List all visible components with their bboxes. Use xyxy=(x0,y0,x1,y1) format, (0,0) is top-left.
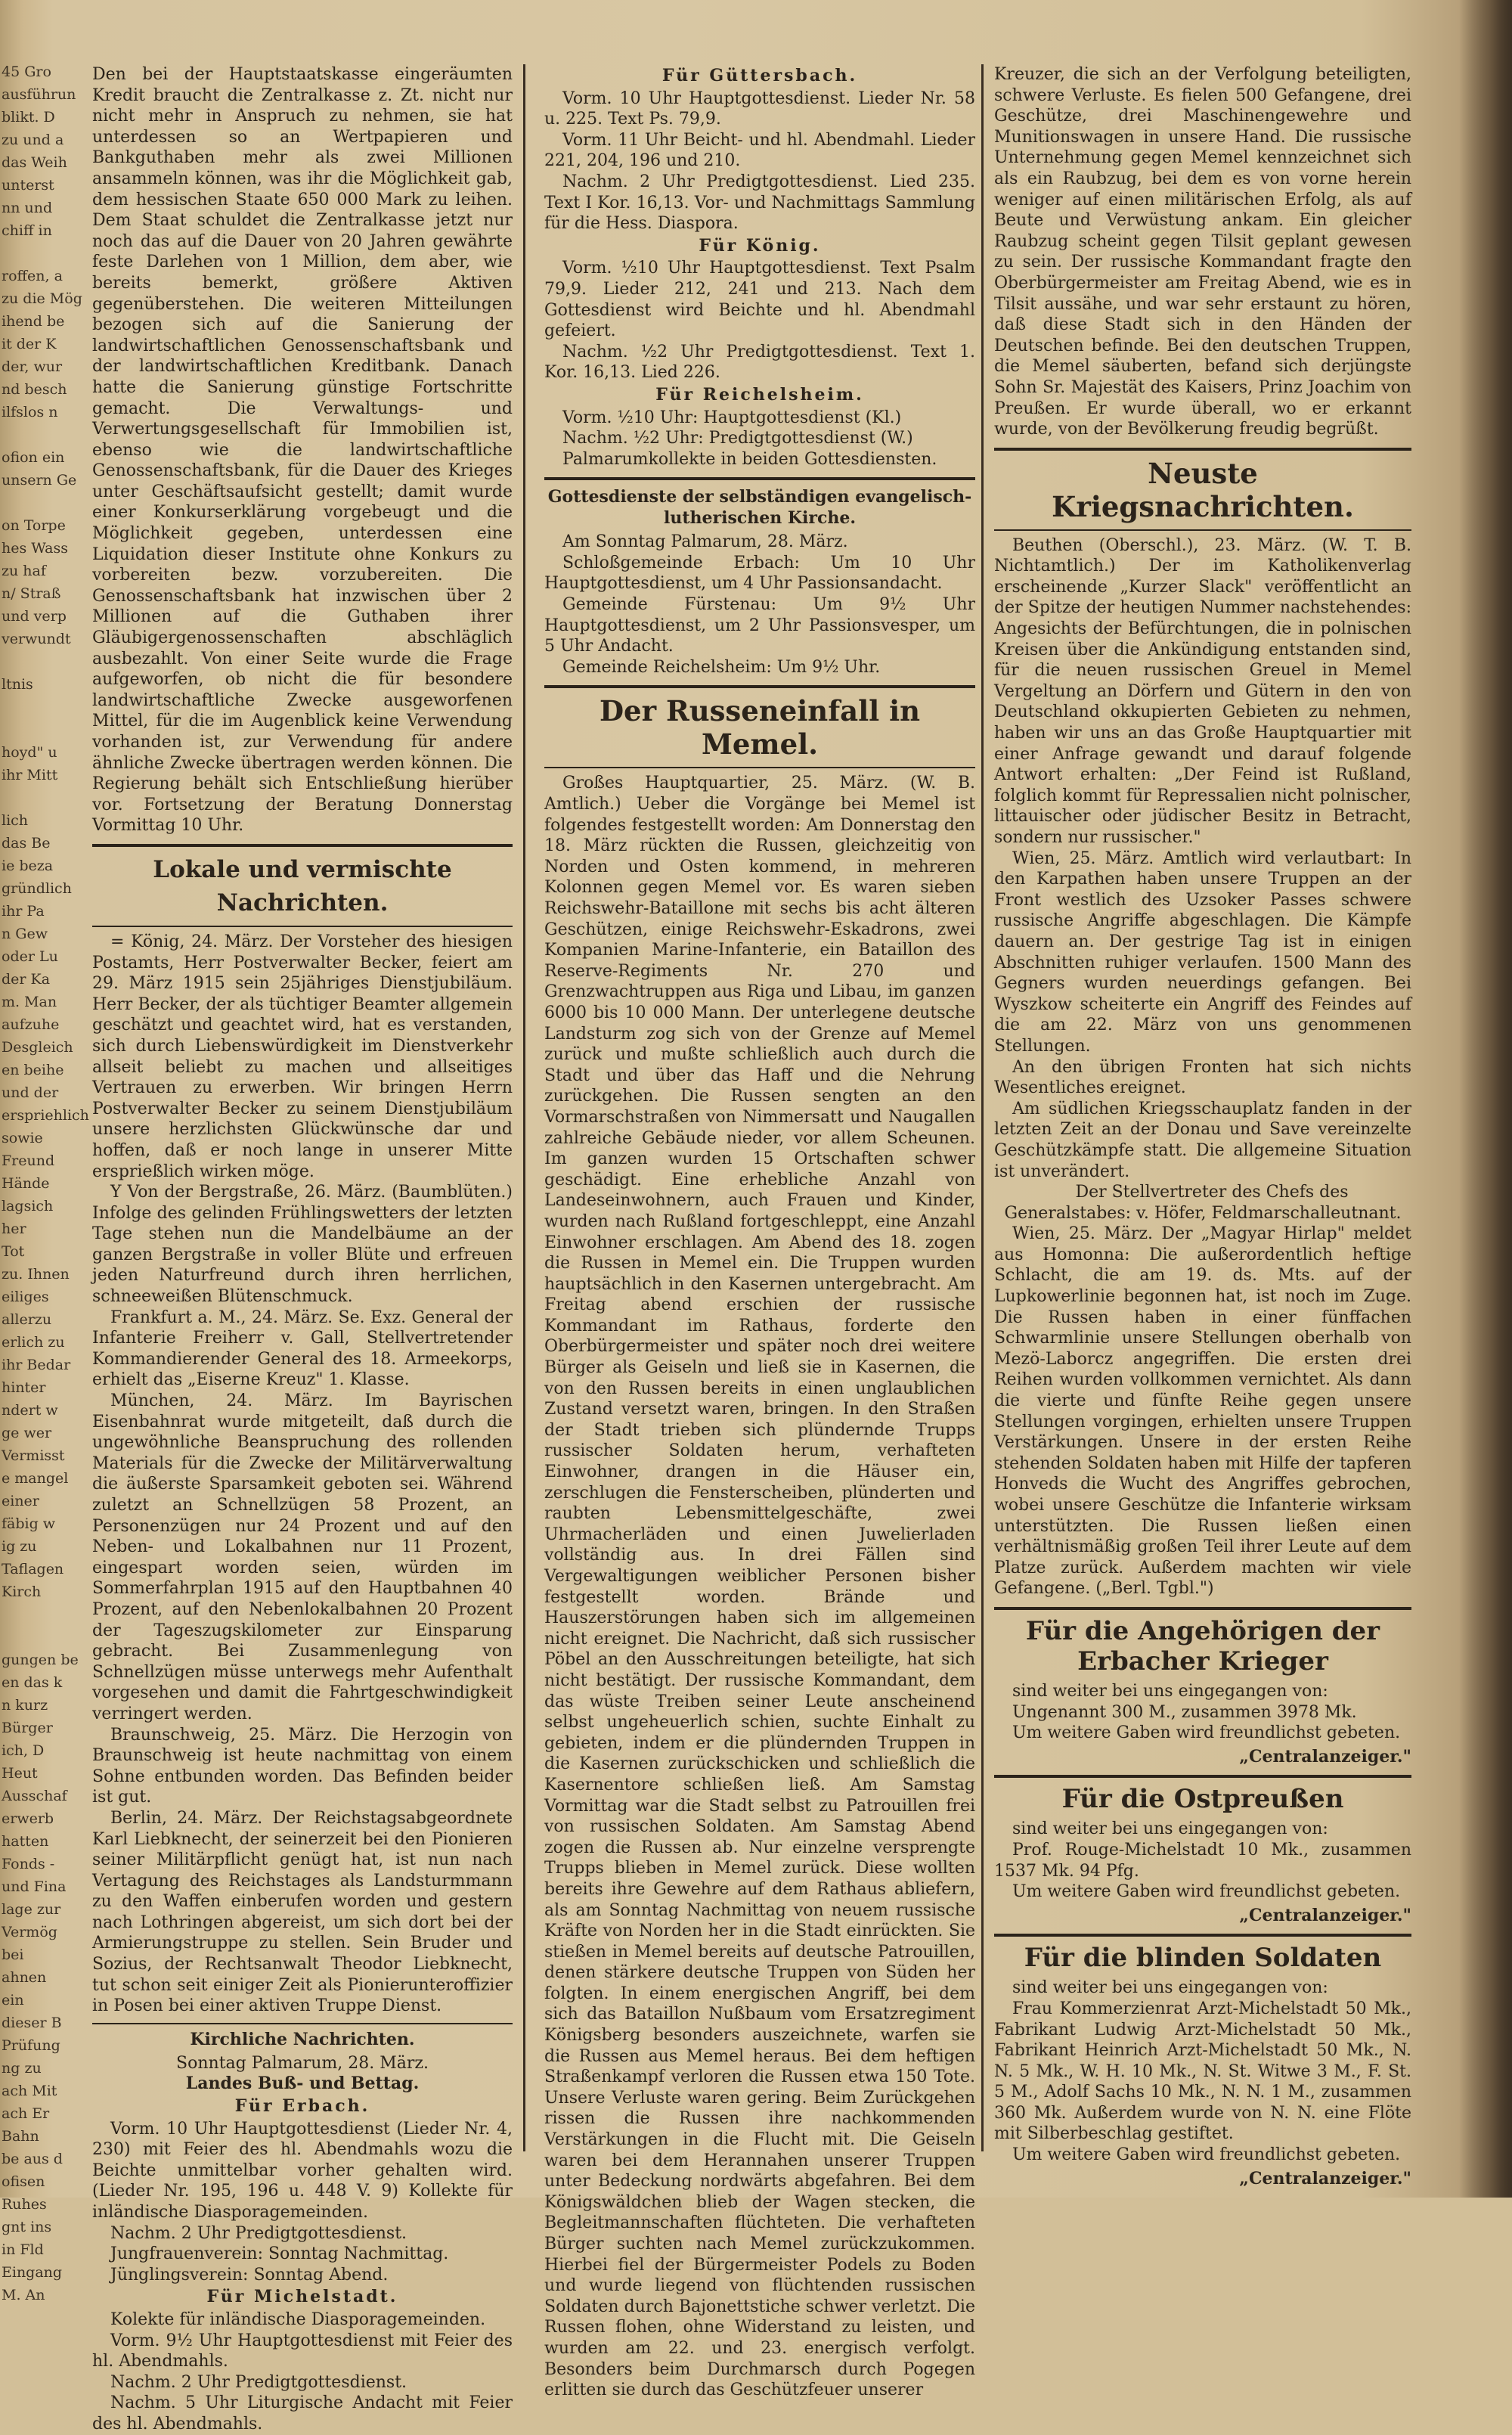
erbach-item: Vorm. 10 Uhr Hauptgottesdienst (Lieder Nr. 4, 230) mit Feier des hl. Abendmahls wozu die Beichte unmittelbar vorher gehalten wird. (Lieder Nr. 195, 196 u. 448 V. 9) Kollekte für inländische Diasporagemeinden. xyxy=(92,2119,513,2222)
left-strip-fragment: en beihe xyxy=(2,1062,64,1078)
left-strip-fragment: n/ Straß xyxy=(2,585,61,602)
divider xyxy=(92,2023,513,2024)
left-strip-fragment: ofion ein xyxy=(2,449,65,466)
erbach-item: Jünglingsverein: Sonntag Abend. xyxy=(110,2265,389,2285)
left-strip-fragment: ltnis xyxy=(2,676,33,693)
left-strip-fragment: M. An xyxy=(2,2287,45,2303)
left-strip-fragment: unsern Ge xyxy=(2,472,77,489)
left-strip-fragment: fäbig w xyxy=(2,1515,56,1532)
left-strip-fragment: bei xyxy=(2,1946,24,1963)
left-strip-fragment: ge wer xyxy=(2,1425,52,1441)
left-strip-fragment: ach Mit xyxy=(2,2083,57,2099)
left-strip-fragment: Freund xyxy=(2,1152,55,1169)
left-strip-fragment: lich xyxy=(2,812,29,829)
left-strip-fragment: erwerb xyxy=(2,1810,54,1827)
column-1 xyxy=(92,64,513,2433)
left-strip-fragment xyxy=(2,1626,51,1649)
left-strip-fragment: ilfslos n xyxy=(2,404,58,420)
left-strip-fragment: hes Wass xyxy=(2,540,68,557)
lutheran-item: Gemeinde Fürstenau: Um 9½ Uhr Hauptgottesdienst, um 2 Uhr Passionsvesper, um 5 Uhr Andacht. xyxy=(544,595,975,656)
left-strip-fragment: ach Er xyxy=(2,2105,50,2122)
left-strip-fragment xyxy=(2,423,51,446)
left-strip-fragment: erspriehlich xyxy=(2,1107,89,1124)
war-news-wien-1b: An den übrigen Fronten hat sich nichts Wesentliches ereignet. xyxy=(994,1057,1411,1098)
left-strip-fragment xyxy=(2,786,51,809)
left-strip-fragment: ihend be xyxy=(2,313,65,330)
left-strip-fragment: ausführun xyxy=(2,86,76,103)
left-strip-fragment: Bahn xyxy=(2,2128,39,2145)
left-strip-fragment: n Gew xyxy=(2,926,48,942)
left-strip-fragment xyxy=(2,492,51,514)
church-news-heading: Kirchliche Nachrichten. xyxy=(190,2029,415,2049)
left-strip-fragment: Kirch xyxy=(2,1584,42,1600)
michelstadt-item: Nachm. 2 Uhr Predigtgottesdienst. xyxy=(110,2372,407,2392)
left-strip-fragment: ofisen xyxy=(2,2173,45,2190)
page-edge-shadow xyxy=(1459,0,1512,2198)
left-strip-fragment: nn und xyxy=(2,200,53,216)
left-strip-fragment: ein xyxy=(2,1992,24,2008)
left-strip-fragment: Hände xyxy=(2,1175,50,1192)
left-strip-fragment: der Ka xyxy=(2,971,51,988)
erbach-item: Nachm. 2 Uhr Predigtgottesdienst. xyxy=(110,2223,407,2243)
left-strip-fragment: hoyd" u xyxy=(2,744,57,761)
left-strip-fragment: gungen be xyxy=(2,1652,79,1668)
left-strip-fragment xyxy=(2,1603,51,1626)
left-strip-fragment: das Be xyxy=(2,835,51,851)
news-item-braunschweig: Braunschweig, 25. März. Die Herzogin von Braunschweig ist heute nachmittag von einem Sohne entbunden worden. Das Befinden beider ist gut. xyxy=(92,1725,513,1807)
divider xyxy=(92,844,513,847)
appeal-blinde-line: sind weiter bei uns eingegangen von: xyxy=(1012,1978,1328,1998)
appeal-erbach-donations: Ungenannt 300 M., zusammen 3978 Mk. xyxy=(1012,1702,1357,1722)
left-strip-fragment: hinter xyxy=(2,1379,46,1396)
left-strip-fragment: dieser B xyxy=(2,2015,62,2031)
divider xyxy=(994,1775,1411,1778)
left-strip-fragment: Fonds - xyxy=(2,1856,55,1872)
appeal-ostpreussen-heading: Für die Ostpreußen xyxy=(1061,1784,1344,1815)
left-strip-fragment: Eingang xyxy=(2,2264,63,2281)
local-news-heading: Lokale und vermischte Nachrichten. xyxy=(153,855,452,917)
michelstadt-item: Nachm. 5 Uhr Liturgische Andacht mit Feier des hl. Abendmahls. xyxy=(92,2393,513,2433)
church-subheading: Landes Buß- und Bettag. xyxy=(185,2074,420,2094)
left-strip-fragment: erlich zu xyxy=(2,1334,65,1351)
left-strip-fragment: der, wur xyxy=(2,358,63,375)
divider xyxy=(544,477,975,480)
left-strip-fragment: gründlich xyxy=(2,880,72,897)
column-rule xyxy=(523,64,525,2151)
divider xyxy=(92,926,513,927)
column-3 xyxy=(994,64,1411,2188)
left-strip-fragment: ndert w xyxy=(2,1402,58,1419)
left-strip-fragment: lage zur xyxy=(2,1901,61,1918)
church-date: Sonntag Palmarum, 28. März. xyxy=(176,2053,429,2073)
left-strip-fragment: lagsich xyxy=(2,1198,54,1214)
lutheran-item: Gemeinde Reichelsheim: Um 9½ Uhr. xyxy=(562,657,881,677)
left-strip-fragment: zu die Mög xyxy=(2,290,82,307)
guettersbach-item: Nachm. 2 Uhr Predigtgottesdienst. Lied 235. Text I Kor. 16,13. Vor- und Nachmittags Sammlung für die Hess. Diaspora. xyxy=(544,172,975,234)
left-strip-fragment: hatten xyxy=(2,1833,49,1850)
left-strip-fragment: allerzu xyxy=(2,1311,52,1328)
left-strip-fragment: ich, D xyxy=(2,1742,45,1759)
michelstadt-item: Vorm. 9½ Uhr Hauptgottesdienst mit Feier des hl. Abendmahls. xyxy=(92,2331,513,2371)
left-strip-fragment: nd besch xyxy=(2,381,67,398)
left-strip-fragment xyxy=(2,718,51,741)
left-strip-fragment: Tot xyxy=(2,1243,25,1260)
left-strip-fragment: Vermög xyxy=(2,1924,57,1940)
lutheran-heading: Gottesdienste der selbständigen evangelisch-lutherischen Kirche. xyxy=(547,487,972,529)
left-strip-fragment: Desgleich xyxy=(2,1039,73,1056)
left-strip-fragment: Prüfung xyxy=(2,2037,60,2054)
appeal-erbach-request: Um weitere Gaben wird freundlichst gebeten. xyxy=(1012,1723,1401,1743)
left-page-strip xyxy=(0,0,89,2303)
left-strip-fragment: unterst xyxy=(2,177,54,194)
left-strip-fragment: in Fld xyxy=(2,2241,44,2258)
war-news-wien-1c: Am südlichen Kriegsschauplatz fanden in der letzten Zeit an der Donau und Save vereinzelte Geschützkämpfe statt. Die allgemeine Situation ist unverändert. xyxy=(994,1099,1411,1181)
left-strip-fragment: m. Man xyxy=(2,994,57,1010)
left-strip-fragment: einer xyxy=(2,1493,39,1509)
left-strip-fragment: das Weih xyxy=(2,154,67,171)
divider xyxy=(994,448,1411,451)
left-strip-fragment: und Fina xyxy=(2,1878,67,1895)
left-strip-fragment: sowie xyxy=(2,1130,43,1146)
appeal-ostpreussen-line: sind weiter bei uns eingegangen von: xyxy=(1012,1819,1328,1839)
news-item-frankfurt: Frankfurt a. M., 24. März. Se. Exz. General der Infanterie Freiherr v. Gall, Stellvertretender Kommandierender General des 18. Armeekorps, erhielt das „Eiserne Kreuz" 1. Klasse. xyxy=(92,1307,513,1390)
reichelsheim-item: Nachm. ½2 Uhr: Predigtgottesdienst (W.) xyxy=(562,429,913,448)
left-strip-fragment: Bürger xyxy=(2,1720,53,1736)
koenig-heading: Für König. xyxy=(699,235,821,256)
left-strip-fragment: Ausschaf xyxy=(2,1788,67,1804)
column-2 xyxy=(544,64,975,2400)
erbach-item: Jungfrauenverein: Sonntag Nachmittag. xyxy=(110,2244,449,2264)
guettersbach-item: Vorm. 11 Uhr Beicht- und hl. Abendmahl. Lieder 221, 204, 196 und 210. xyxy=(544,130,975,171)
finance-report-text: Den bei der Hauptstaatskasse eingeräumten Kredit braucht die Zentralkasse z. Zt. nicht nur nicht mehr in Anspruch zu nehmen, sie hat unterdessen so an Wertpapieren und Bankguthaben mehr als zwei Millionen ansammeln können, was ihr die Möglichkeit gab, dem hessischen Staate 650 000 Mark zu leihen. Dem Staat schuldet die Zentralkasse jetzt nur noch das auf die Dauer von 20 Jahren gewährte feste Darlehen von 1 Million, dem aber, wie bereits bemerkt, größere Aktiven gegenüberstehen. Die weiteren Mitteilungen bezogen sich auf die Sanierung der landwirtschaftlichen Genossenschaftsbank und der landwirtschaftlichen Kreditbank. Danach hatte die Sanierung günstige Fortschritte gemacht. Die Verwaltungs- und Verwertungsgesellschaft für Immobilien ist, ebenso wie die landwirtschaftliche Genossenschaftsbank, für die Dauer des Krieges unter Geschäftsaufsicht gestellt; damit wurde einer Konkurserklärung vorgebeugt und die Möglichkeit gegeben, unterdessen eine Liquidation dieser Institute ohne Konkurs zu vorbereiten bezw. vorzubereiten. Die Genossenschaftsbank hat inzwischen über 2 Millionen auf die Guthaben ihrer Gläubigergenossenschaften abschläglich ausbezahlt. Von einer Seite wurde die Frage aufgeworfen, ob nicht die für besondere landwirtschaftliche Zwecke ausgeworfenen Mittel, für die im Augenblick keine Verwendung vorhanden ist, zur Verwendung für andere ähnliche Zwecke übertragen werden können. Die Regierung behält sich Entschließung hierüber vor. Fortsetzung der Beratung Donnerstag Vormittag 10 Uhr. xyxy=(92,65,513,836)
left-strip-fragment: Taflagen xyxy=(2,1561,64,1577)
divider xyxy=(994,1607,1411,1610)
guettersbach-item: Vorm. 10 Uhr Hauptgottesdienst. Lieder Nr. 58 u. 225. Text Ps. 79,9. xyxy=(544,88,975,129)
left-strip-fragment: ihr Bedar xyxy=(2,1357,71,1373)
war-news-heading: Neuste Kriegsnachrichten. xyxy=(1052,456,1354,523)
left-strip-fragment: n kurz xyxy=(2,1697,48,1714)
left-strip-fragment: ie beza xyxy=(2,858,54,874)
left-strip-fragment: blikt. D xyxy=(2,109,55,126)
column-rule xyxy=(981,64,984,2151)
reichelsheim-item: Vorm. ½10 Uhr: Hauptgottesdienst (Kl.) xyxy=(562,408,902,427)
news-item-berlin: Berlin, 24. März. Der Reichstagsabgeordnete Karl Liebknecht, der seinerzeit bei den Pionieren seiner Militärpflicht genügt hat, ist nun nach Vertagung des Reichstages als Landsturmmann zu den Waffen einberufen worden und gestern nach Lothringen abgereist, um sich dort bei der Armierungstruppe zu stellen. Sein Bruder und Sozius, der Rechtsanwalt Theodor Liebknecht, tut schon seit einiger Zeit als Pionierunteroffizier in Posen bei einer aktiven Truppe Dienst. xyxy=(92,1808,513,2016)
left-strip-fragment: ig zu xyxy=(2,1538,37,1555)
memel-article-text: Großes Hauptquartier, 25. März. (W. B. Amtlich.) Ueber die Vorgänge bei Memel ist folgendes festgestellt worden: Am Donnerstag den 18. März rückten die Russen, gleichzeitig von Norden und Osten kommend, in mehreren Kolonnen gegen Memel vor. Es waren sieben Reichswehr-Bataillone mit sechs bis acht älteren Geschützen, einige Reichswehr-Eskadrons, zwei Kompanien Marine-Infanterie, ein Bataillon des Reserve-Regiments Nr. 270 und Grenzwachtruppen aus Riga und Libau, im ganzen 6000 bis 10 000 Mann. Der unterlegene deutsche Landsturm zog sich von der Grenze auf Memel zurück und mußte schließlich auch durch die Stadt und über das Haff und die Nehrung zurückgehen. Die Russen sengten an den Vormarschstraßen von Nimmersatt und Naugallen zahlreiche Gebäude nieder, vor allem Scheunen. Im ganzen wurden 15 Ortschaften schwer geschädigt. Eine erhebliche Anzahl von Landeseinwohnern, auch Frauen und Kinder, wurden nach Rußland fortgeschleppt, eine Anzahl Einwohner erschlagen. Am Abend des 18. zogen die Russen in Memel ein. Die Truppen wurden hauptsächlich in den Kasernen untergebracht. Am Freitag abend erschien der russische Kommandant im Rathaus, forderte den Oberbürgermeister und später noch drei weitere Bürger als Geiseln und ließ sie in Kasernen, die von den Russen bereits in einen unglaublichen Zustand versetzt waren, bringen. In den Straßen der Stadt trieben sich plündernde Trupps russischer Soldaten herum, verhafteten Einwohner, drangen in die Häuser ein, zerschlugen die Fensterscheiben, plünderten und raubten Lebensmittelgeschäfte, zwei Uhrmacherläden und einen Juwelierladen vollständig aus. In drei Fällen sind Vergewaltigungen weiblicher Personen bisher festgestellt worden. Brände und Hauszerstörungen haben sich im allgemeinen nicht ereignet. Die Nachricht, daß sich russischer Pöbel an den Ausschreitungen beteiligte, hat sich nicht bestätigt. Der russische Kommandant, dem das wüste Treiben seiner Leute anscheinend selbst ungeheuerlich schien, suchte Einhalt zu gebieten, indem er die plündernden Truppen in die Kasernen zurückschicken und schließlich die Kasernentore schließen ließ. Am Samstag Vormittag war die Stadt selbst zu Patrouillen frei von russischen Soldaten. Am Samstag Abend zogen die Russen ab. Nur einzelne versprengte Trupps blieben in Memel zurück. Diese wollten bereits ihre Gewehre auf dem Rathaus abliefern, als am Sonntag Nachmittag von neuem russische Kräfte von Norden her in die Stadt einrückten. Sie stießen in Memel bereits auf deutsche Patrouillen, denen stärkere deutsche Truppen von Süden her folgten. In einem energischen Angriff, bei dem sich das Bataillon Nußbaum vom Ersatzregiment Königsberg besonders auszeichnete, warfen sie die Russen aus Memel heraus. Bei dem heftigen Straßenkampf verloren die Russen etwa 150 Tote. Unsere Verluste waren gering. Beim Zurückgehen rissen die Russen ihre nachkommenden Verstärkungen in die Flucht mit. Die Geiseln waren bei dem Herannahen unserer Truppen unter Bedeckung nordwärts abgefahren. Bei dem Königswäldchen blieb der Wagen stecken, die Begleitmannschaften flüchteten. Die verhafteten Bürger suchten nach Memel zurückzukommen. Hierbei fiel der Bürgermeister Podels zu Boden und wurde liegend von flüchtenden russischen Soldaten durch Bajonettstiche schwer verletzt. Die Russen flohen, ohne Widerstand zu leisten, und wurden am 22. und 23. energisch verfolgt. Besonders beim Durchmarsch durch Pogegen erlitten sie durch das Geschützfeuer unserer xyxy=(544,774,975,2400)
left-strip-fragment: Ruhes xyxy=(2,2196,47,2213)
left-strip-fragment: oder Lu xyxy=(2,948,58,965)
left-strip-fragment: chiff in xyxy=(2,222,52,239)
memel-heading: Der Russeneinfall in Memel. xyxy=(599,694,921,762)
divider xyxy=(994,1934,1411,1937)
koenig-item: Vorm. ½10 Uhr Hauptgottesdienst. Text Psalm 79,9. Lieder 212, 241 und 213. Nach dem Gottesdienst wird Beichte und hl. Abendmahl gefeiert. xyxy=(544,259,975,341)
appeal-blinde-donations: Frau Kommerzienrat Arzt-Michelstadt 50 Mk., Fabrikant Ludwig Arzt-Michelstadt 50 Mk., Fabrikant Heinrich Arzt-Michelstadt 50 Mk., N. N. 5 Mk., W. H. 10 Mk., N. St. Witwe 3 M., F. St. 5 M., Adolf Sachs 10 Mk., N. N. 1 M., zusammen 360 Mk. Außerdem wurde von N. N. eine Flöte mit Silberbeschlag gestiftet. xyxy=(994,1999,1411,2144)
left-strip-fragment: zu und a xyxy=(2,132,64,148)
michelstadt-item: Kolekte für inländische Diasporagemeinden. xyxy=(110,2309,486,2329)
left-strip-fragment: 45 Gro xyxy=(2,64,51,80)
left-strip-fragment xyxy=(2,650,51,673)
left-strip-fragment xyxy=(2,696,51,718)
left-strip-fragment: aufzuhe xyxy=(2,1016,60,1033)
koenig-item: Nachm. ½2 Uhr Predigtgottesdienst. Text 1. Kor. 16,13. Lied 226. xyxy=(544,342,975,383)
divider xyxy=(544,767,975,768)
left-strip-fragment: verwundt xyxy=(2,631,71,647)
left-strip-fragment: eiliges xyxy=(2,1289,49,1305)
left-strip-fragment: ihr Mitt xyxy=(2,767,58,783)
left-strip-fragment: be aus d xyxy=(2,2151,63,2167)
left-strip-fragment: zu haf xyxy=(2,563,46,579)
divider xyxy=(544,685,975,688)
appeal-blinde-signature: „Centralanzeiger." xyxy=(1239,2168,1411,2188)
left-strip-fragment: Vermisst xyxy=(2,1447,65,1464)
left-strip-fragment: gnt ins xyxy=(2,2219,52,2235)
left-strip-fragment: und verp xyxy=(2,608,67,625)
left-strip-fragment: it der K xyxy=(2,336,57,352)
left-strip-fragment: und der xyxy=(2,1084,59,1101)
news-item-koenig: = König, 24. März. Der Vorsteher des hiesigen Postamts, Herr Postverwalter Becker, feiert am 29. März 1915 sein 25jähriges Dienstjubiläum. Herr Becker, der als tüchtiger Beamter allgemein geschätzt und geachtet wird, hat es verstanden, sich durch Liebenswürdigkeit im Dienstverkehr allseit beliebt zu machen und allseitiges Vertrauen zu erwerben. Wir bringen Herrn Postverwalter Becker zu seinem Dienstjubiläum unsere herzlichsten Glückwünsche dar und hoffen, daß er noch lange in unserer Mitte ersprießlich wirken möge. xyxy=(92,932,513,1181)
appeal-ostpreussen-donations: Prof. Rouge-Michelstadt 10 Mk., zusammen 1537 Mk. 94 Pfg. xyxy=(994,1840,1411,1881)
divider xyxy=(994,529,1411,531)
left-strip-fragment: e mangel xyxy=(2,1470,69,1487)
appeal-blinde-heading: Für die blinden Soldaten xyxy=(1024,1943,1382,1974)
appeal-ostpreussen-request: Um weitere Gaben wird freundlichst gebeten. xyxy=(1012,1882,1401,1902)
memel-article-continuation: Kreuzer, die sich an der Verfolgung beteiligten, schwere Verluste. Es fielen 500 Gefangene, drei Geschütze, drei Maschinengewehre und Munitionswagen in unsere Hand. Die russische Unternehmung gegen Memel kennzeichnet sich als ein Raubzug, bei dem es von vorne herein weniger auf einen militärischen Erfolg, als auf Beute und Verwüstung ankam. Ein gleicher Raubzug scheint gegen Tilsit geplant gewesen zu sein. Der russische Kommandant fragte den Oberbürgermeister am Freitag Abend, wie es in Tilsit aussähe, und war sehr erstaunt zu hören, daß diese Stadt sich in den Händen der Deutschen befinde. Bei den deutschen Truppen, die Memel säuberten, befand sich derjüngste Sohn Sr. Majestät des Kaisers, Prinz Joachim von Preußen. Er wurde überall, wo er erkannt wurde, von der Bevölkerung freudig begrüßt. xyxy=(994,65,1411,439)
reichelsheim-heading: Für Reichelsheim. xyxy=(655,384,864,405)
war-news-beuthen: Beuthen (Oberschl.), 23. März. (W. T. B. Nichtamtlich.) Der im Katholikenverlag erscheinende „Kurzer Slack" veröffentlicht an der Spitze der heutigen Nummer nachstehendes: Angesichts der Befürchtungen, die in polnischen Kreisen über die Ankündigung entstanden sind, für die neuen russischen Greuel in Memel Vergeltung an Dörfern und Gütern in den von Deutschland okkupierten Gebieten zu nehmen, haben wir uns an das Große Hauptquartier mit einer Anfrage gewandt und darauf folgende Antwort erhalten: „Der Feind ist Rußland, folglich kommt für Repressalien nicht polnischer, littauischer oder jüdischer Besitz in Betracht, sondern nur russischer." xyxy=(994,535,1411,847)
left-strip-fragment: Heut xyxy=(2,1765,38,1782)
war-news-wien-1: Wien, 25. März. Amtlich wird verlautbart: In den Karpathen haben unsere Truppen an der Front westlich des Uzsoker Passes schwere russische Angriffe abgeschlagen. Die Kämpfe dauern an. Der gestrige Tag ist in einigen Abschnitten ruhiger verlaufen. 1500 Mann des Gegners wurden neuerdings gefangen. Bei Wyszkow scheiterte ein Angriff des Feindes auf die am 22. März von uns genommenen Stellungen. xyxy=(994,848,1411,1056)
left-strip-fragment: ahnen xyxy=(2,1969,47,1986)
left-strip-fragment: ihr Pa xyxy=(2,903,45,920)
appeal-blinde-request: Um weitere Gaben wird freundlichst gebeten. xyxy=(1012,2145,1401,2165)
lutheran-item: Schloßgemeinde Erbach: Um 10 Uhr Hauptgottesdienst, um 4 Uhr Passionsandacht. xyxy=(544,553,975,594)
left-strip-fragment: roffen, a xyxy=(2,268,63,284)
appeal-erbach-signature: „Centralanzeiger." xyxy=(1239,1746,1411,1767)
left-strip-fragment: on Torpe xyxy=(2,517,66,534)
war-news-wien-2: Wien, 25. März. Der „Magyar Hirlap" meldet aus Homonna: Die außerordentlich heftige Schlacht, die am 19. ds. Mts. auf der Lupkowerlinie begonnen hat, ist noch im Zuge. Die Russen haben in einer fünffachen Schwarmlinie unsere Stellungen oberhalb von Mezö-Laborcz angegriffen. Die ersten drei Reihen wurden vollkommen vernichtet. Als dann die vierte und fünfte Reihe gegen unsere Stellungen vorgingen, erhielten unsere Truppen Verstärkungen. Unsere in der ersten Reihe stehenden Soldaten haben mit Hilfe der tapferen Honveds die Wucht des Angriffes gebrochen, wobei unsere Geschütze die Infanterie wirksam unterstützten. Die Russen ließen einen verhältnismäßig großen Teil ihrer Leute auf dem Platze zurück. Außerdem machten wir viele Gefangene. („Berl. Tgbl.") xyxy=(994,1224,1411,1599)
appeal-ostpreussen-signature: „Centralanzeiger." xyxy=(1239,1905,1411,1925)
erbach-heading: Für Erbach. xyxy=(234,2096,370,2117)
news-item-bergstrasse: Y Von der Bergstraße, 26. März. (Baumblüten.) Infolge des gelinden Frühlingswetters der letzten Tage stehen nun die Mandelbäume an der ganzen Bergstraße in voller Blüte und erfreuen jeden Naturfreund durch ihren herrlichen, schneeweißen Blütenschmuck. xyxy=(92,1183,513,1307)
appeal-erbach-line: sind weiter bei uns eingegangen von: xyxy=(1012,1681,1328,1701)
appeal-erbach-heading: Für die Angehörigen der Erbacher Krieger xyxy=(1025,1615,1380,1677)
left-strip-fragment: zu. Ihnen xyxy=(2,1266,70,1283)
guettersbach-heading: Für Güttersbach. xyxy=(662,66,858,85)
war-news-signature: Der Stellvertreter des Chefs des Generalstabes: v. Höfer, Feldmarschalleutnant. xyxy=(1004,1183,1402,1223)
news-item-muenchen: München, 24. März. Im Bayrischen Eisenbahnrat wurde mitgeteilt, daß durch die ungewöhnliche Beanspruchung des rollenden Materials für die Zwecke der Militärverwaltung die äußerste Sparsamkeit geboten sei. Während zuletzt an Schnellzügen 58 Prozent, an Personenzügen nur 24 Prozent und auf den Neben- und Lokalbahnen nur 11 Prozent, eingespart worden seien, würden im Sommerfahrplan 1915 auf den Hauptbahnen 40 Prozent, auf den Nebenlokalbahnen 20 Prozent der Tageszugskilometer zur Einsparung gebracht. Bei Zusammenlegung von Schnellzügen müsse unterwegs mehr Aufenthalt vorgesehen und damit die Fahrtgeschwindigkeit verringert werden. xyxy=(92,1391,513,1723)
lutheran-item: Am Sonntag Palmarum, 28. März. xyxy=(562,532,848,552)
left-strip-fragment xyxy=(2,242,51,265)
left-strip-fragment: ng zu xyxy=(2,2060,42,2077)
reichelsheim-item: Palmarumkollekte in beiden Gottesdiensten. xyxy=(562,449,937,469)
michelstadt-heading: Für Michelstadt. xyxy=(206,2287,398,2307)
left-strip-fragment: her xyxy=(2,1221,26,1237)
left-strip-fragment: en das k xyxy=(2,1674,63,1691)
